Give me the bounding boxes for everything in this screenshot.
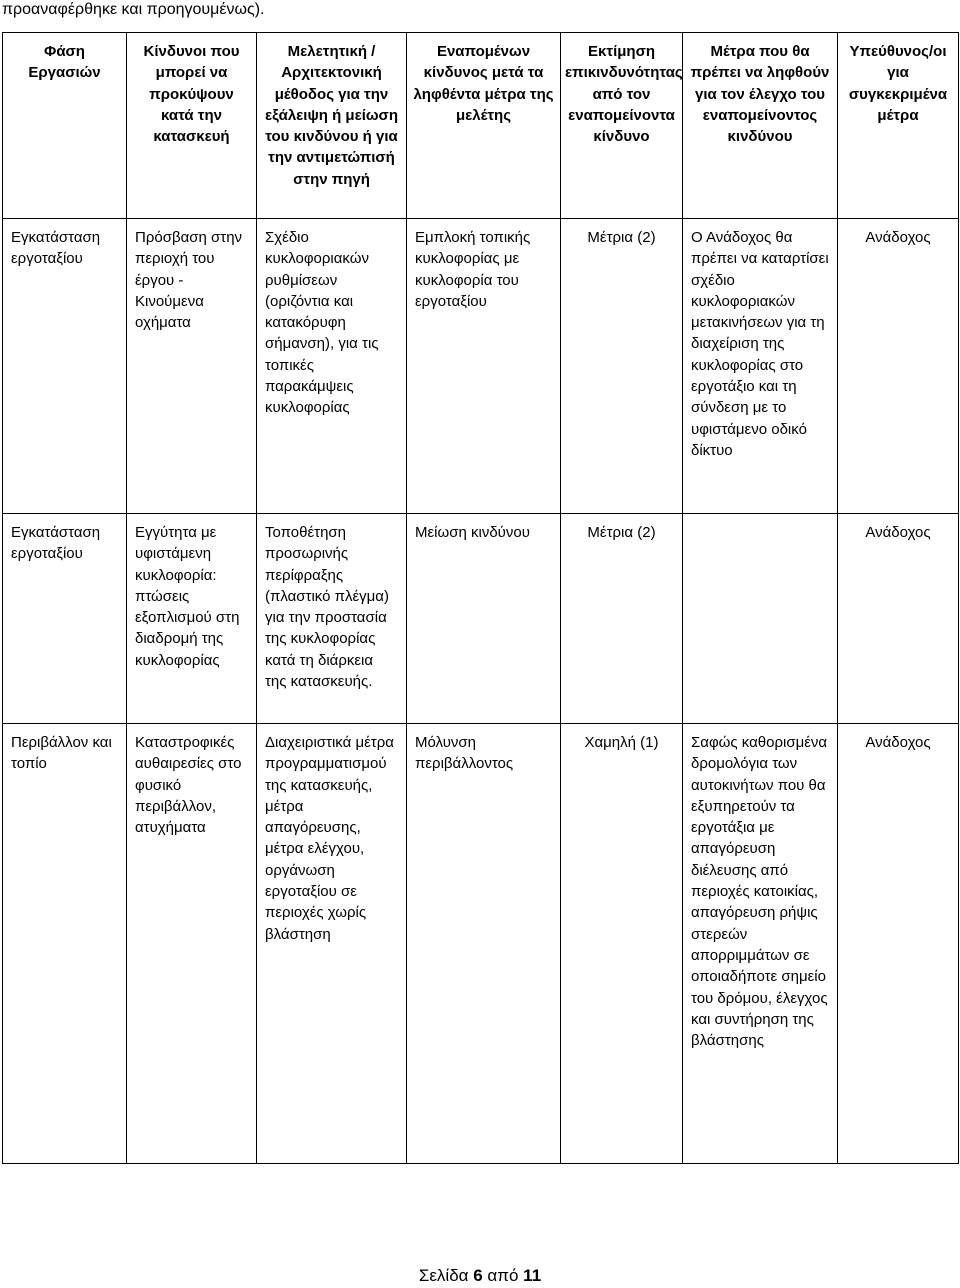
header-residual-risk: Εναπομένων κίνδυνος μετά τα ληφθέντα μέτρα της μελέτης	[407, 33, 561, 219]
footer-page-prefix: Σελίδα	[418, 1266, 469, 1285]
cell-responsible: Ανάδοχος	[838, 724, 959, 1164]
table-row	[3, 724, 959, 1164]
cell-phase: Εγκατάσταση εργοταξίου	[3, 514, 127, 724]
header-responsible: Υπεύθυνος/οι για συγκεκριμένα μέτρα	[838, 33, 959, 219]
footer-page-total: 11	[523, 1266, 542, 1285]
cell-residual-risk: Μόλυνση περιβάλλοντος	[407, 724, 561, 1164]
cell-phase: Περιβάλλον και τοπίο	[3, 724, 127, 1164]
header-phase: Φάση Εργασιών	[3, 33, 127, 219]
cell-control-measures: Ο Ανάδοχος θα πρέπει να καταρτίσει σχέδιο κυκλοφοριακών μετακινήσεων για τη διαχείριση της κυκλοφορίας στο εργοτάξιο και τη σύνδεση με το υφιστάμενο οδικό δίκτυο	[683, 219, 838, 514]
table-header-row	[3, 33, 959, 219]
cell-risk: Πρόσβαση στην περιοχή του έργου - Κινούμενα οχήματα	[127, 219, 257, 514]
cell-risk-rating: Μέτρια (2)	[561, 219, 683, 514]
cell-risk-rating: Μέτρια (2)	[561, 514, 683, 724]
cell-residual-risk: Μείωση κινδύνου	[407, 514, 561, 724]
cell-risk: Καταστροφικές αυθαιρεσίες στο φυσικό περιβάλλον, ατυχήματα	[127, 724, 257, 1164]
header-method: Μελετητική / Αρχιτεκτονική μέθοδος για την εξάλειψη ή μείωση του κινδύνου ή για την αντιμετώπισή στην πηγή	[257, 33, 407, 219]
header-control-measures: Μέτρα που θα πρέπει να ληφθούν για τον έλεγχο του εναπομείνοντος κινδύνου	[683, 33, 838, 219]
cell-method: Σχέδιο κυκλοφοριακών ρυθμίσεων (οριζόντια και κατακόρυφη σήμανση), για τις τοπικές παρακάμψεις κυκλοφορίας	[257, 219, 407, 514]
footer-page-number: 6	[473, 1266, 483, 1285]
footer-page-middle: από	[487, 1266, 519, 1285]
risk-assessment-table	[2, 32, 959, 1164]
continued-paragraph-text: προαναφέρθηκε και προηγουμένως).	[2, 1, 265, 18]
header-risks: Κίνδυνοι που μπορεί να προκύψουν κατά την κατασκευή	[127, 33, 257, 219]
cell-phase: Εγκατάσταση εργοταξίου	[3, 219, 127, 514]
cell-method: Διαχειριστικά μέτρα προγραμματισμού της κατασκευής, μέτρα απαγόρευσης, μέτρα ελέγχου, οργάνωση εργοταξίου σε περιοχές χωρίς βλάστηση	[257, 724, 407, 1164]
table-row	[3, 219, 959, 514]
cell-control-measures: Σαφώς καθορισμένα δρομολόγια των αυτοκινήτων που θα εξυπηρετούν τα εργοτάξια με απαγόρευση διέλευσης από περιοχές κατοικίας, απαγόρευση ρήψις στερεών απορριμμάτων σε οποιαδήποτε σημείο του δρόμου, έλεγχος και συντήρηση της βλάστησης	[683, 724, 838, 1164]
cell-residual-risk: Εμπλοκή τοπικής κυκλοφορίας με κυκλοφορία του εργοταξίου	[407, 219, 561, 514]
cell-method: Τοποθέτηση προσωρινής περίφραξης (πλαστικό πλέγμα) για την προστασία της κυκλοφορίας κατά τη διάρκεια της κατασκευής.	[257, 514, 407, 724]
cell-risk: Εγγύτητα με υφιστάμενη κυκλοφορία: πτώσεις εξοπλισμού στη διαδρομή της κυκλοφορίας	[127, 514, 257, 724]
cell-control-measures	[683, 514, 838, 724]
cell-risk-rating: Χαμηλή (1)	[561, 724, 683, 1164]
cell-responsible: Ανάδοχος	[838, 219, 959, 514]
header-risk-rating: Εκτίμηση επικινδυνότητας από τον εναπομείνοντα κίνδυνο	[561, 33, 683, 219]
cell-responsible: Ανάδοχος	[838, 514, 959, 724]
page-footer	[0, 1266, 960, 1286]
table-row	[3, 514, 959, 724]
